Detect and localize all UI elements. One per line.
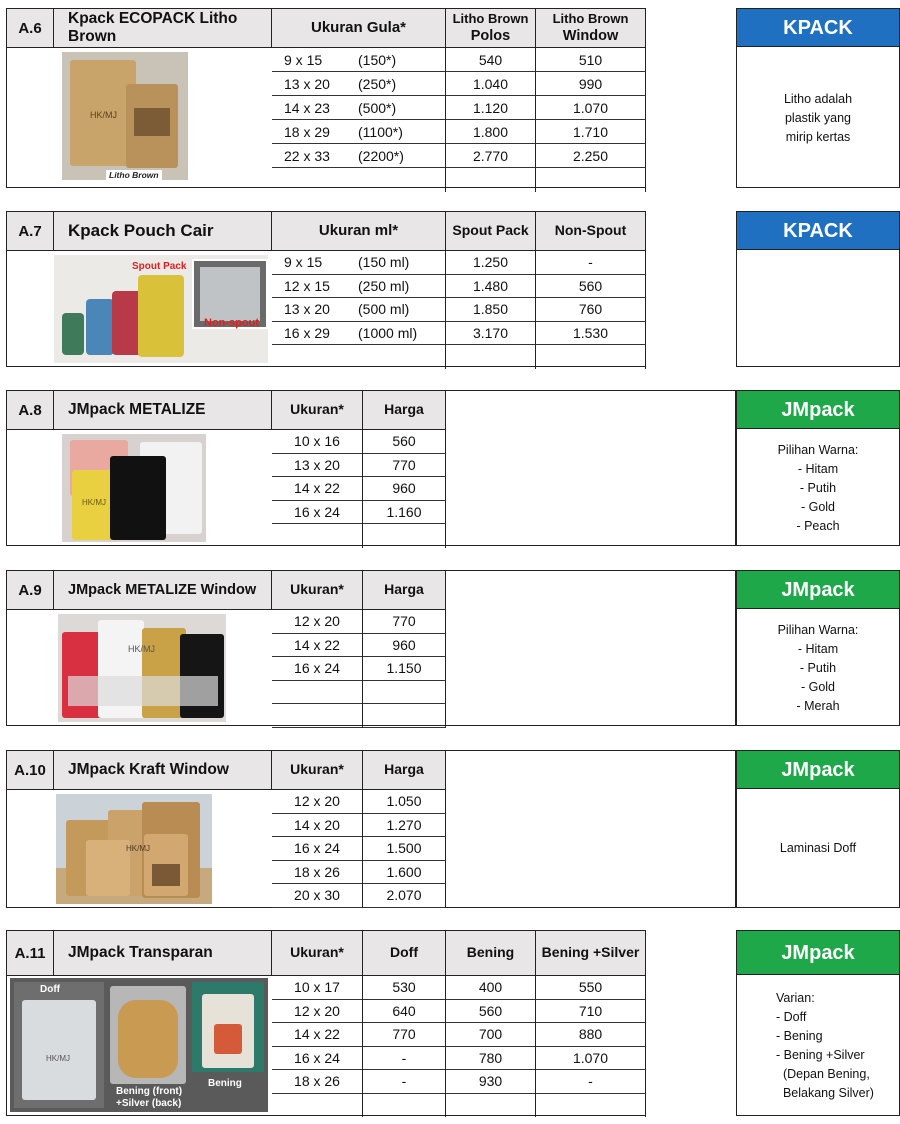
image-label-doff: Doff <box>40 984 60 995</box>
item-code: A.9 <box>6 570 54 610</box>
capacity-value: (2200*) <box>358 147 404 164</box>
item-title: Kpack ECOPACK Litho Brown <box>54 8 272 48</box>
note-line: Pilihan Warna: <box>777 442 859 457</box>
section-a10 <box>6 750 900 908</box>
table-cell: 1.710 <box>536 120 646 144</box>
table-cell: 10 x 16 <box>272 430 363 454</box>
item-code: A.11 <box>6 930 54 976</box>
table-cell <box>272 681 363 705</box>
note-line: plastik yang <box>784 110 851 125</box>
table-cell: 2.770 <box>446 144 536 168</box>
note-line: - Bening <box>776 1029 823 1043</box>
size-value: 14 x 23 <box>284 99 330 116</box>
capacity-value: (500*) <box>358 99 397 116</box>
table-cell: 1.600 <box>363 861 446 885</box>
product-photo-pouch-cair <box>54 255 268 363</box>
table-cell: 1.250 <box>446 251 536 275</box>
table-cell: 990 <box>536 72 646 96</box>
note-line: - Gold <box>800 499 836 514</box>
section-a8 <box>6 390 900 546</box>
col-header-window <box>536 8 646 48</box>
table-cell: 770 <box>363 454 446 478</box>
table-cell <box>446 345 536 369</box>
note-line: - Gold <box>800 679 836 694</box>
capacity-value: (250 ml) <box>358 277 410 294</box>
table-cell <box>363 681 446 705</box>
image-watermark: HK/MJ <box>90 110 117 120</box>
item-title: JMpack Kraft Window <box>54 750 272 790</box>
table-cell <box>536 168 646 192</box>
product-photo-litho-brown <box>62 52 188 180</box>
table-cell: 1.070 <box>536 1047 646 1071</box>
table-cell <box>272 48 446 72</box>
note-line: - Merah <box>796 698 840 713</box>
capacity-value: (150*) <box>358 51 397 68</box>
col-header-window-l2: Window <box>562 28 619 45</box>
brand-badge-kpack: KPACK <box>736 211 900 251</box>
table-cell: 770 <box>363 610 446 634</box>
col-header-size: Ukuran* <box>272 570 363 610</box>
image-label-bening-front: Bening (front) <box>116 1086 183 1097</box>
table-cell: - <box>363 1047 446 1071</box>
table-cell: 880 <box>536 1023 646 1047</box>
image-watermark: HK/MJ <box>46 1054 70 1063</box>
product-photo-kraft-window <box>56 794 212 904</box>
note-line: - Hitam <box>797 461 839 476</box>
note-line: - Putih <box>799 480 837 495</box>
col-header-size: Ukuran ml* <box>272 211 446 251</box>
table-cell: 1.530 <box>536 322 646 346</box>
table-cell: - <box>536 1070 646 1094</box>
col-header-doff: Doff <box>363 930 446 976</box>
table-cell <box>363 1094 446 1118</box>
note-line: mirip kertas <box>785 129 851 144</box>
item-code: A.8 <box>6 390 54 430</box>
note-box <box>736 249 900 367</box>
table-cell: 560 <box>536 275 646 299</box>
table-cell: 510 <box>536 48 646 72</box>
capacity-value: (500 ml) <box>358 301 410 318</box>
table-cell <box>272 275 446 299</box>
table-cell: 16 x 24 <box>272 837 363 861</box>
section-a9 <box>6 570 900 726</box>
col-header-polos <box>446 8 536 48</box>
table-cell: 1.480 <box>446 275 536 299</box>
capacity-value: (1100*) <box>358 123 403 140</box>
table-cell <box>446 168 536 192</box>
col-header-size: Ukuran* <box>272 930 363 976</box>
image-caption: Litho Brown <box>106 170 162 180</box>
product-photo-transparan <box>10 978 268 1112</box>
table-cell <box>272 704 363 728</box>
note-line: Laminasi Doff <box>779 840 857 855</box>
item-title: JMpack METALIZE <box>54 390 272 430</box>
brand-badge-jmpack: JMpack <box>736 930 900 976</box>
col-header-size: Ukuran* <box>272 390 363 430</box>
table-cell: 700 <box>446 1023 536 1047</box>
section-a7 <box>6 211 900 367</box>
table-cell <box>272 1094 363 1118</box>
table-cell <box>272 168 446 192</box>
table-cell: - <box>363 1070 446 1094</box>
size-value: 16 x 29 <box>284 324 330 341</box>
table-cell: 560 <box>363 430 446 454</box>
item-title: JMpack METALIZE Window <box>54 570 272 610</box>
table-cell: 1.150 <box>363 657 446 681</box>
size-value: 12 x 15 <box>284 277 330 294</box>
col-header-price: Harga <box>363 570 446 610</box>
note-line: Pilihan Warna: <box>777 622 859 637</box>
table-cell <box>536 1094 646 1118</box>
col-header-spout: Spout Pack <box>446 211 536 251</box>
section-a6 <box>6 8 900 188</box>
table-cell <box>272 322 446 346</box>
image-watermark: HK/MJ <box>126 844 150 853</box>
table-cell <box>272 298 446 322</box>
capacity-value: (150 ml) <box>358 254 410 271</box>
capacity-value: (1000 ml) <box>358 324 418 341</box>
capacity-value: (250*) <box>358 75 397 92</box>
table-cell: 16 x 24 <box>272 1047 363 1071</box>
table-cell: 960 <box>363 634 446 658</box>
note-line: - Hitam <box>797 641 839 656</box>
table-cell: 1.160 <box>363 501 446 525</box>
image-label-silver-back: +Silver (back) <box>116 1098 182 1109</box>
note-line: Belakang Silver) <box>776 1086 874 1100</box>
table-cell: 16 x 24 <box>272 657 363 681</box>
table-cell: 1.070 <box>536 96 646 120</box>
item-code: A.10 <box>6 750 54 790</box>
brand-badge-kpack: KPACK <box>736 8 900 48</box>
note-line: - Bening +Silver <box>776 1048 865 1062</box>
brand-badge-jmpack: JMpack <box>736 750 900 790</box>
table-cell: 12 x 20 <box>272 610 363 634</box>
brand-badge-jmpack: JMpack <box>736 570 900 610</box>
image-label-spout: Spout Pack <box>132 261 187 272</box>
table-cell: 560 <box>446 1000 536 1024</box>
note-text <box>776 984 900 1108</box>
section-a11 <box>6 930 900 1116</box>
image-label-nonspout: Non-spout <box>204 317 259 329</box>
table-cell: 13 x 20 <box>272 454 363 478</box>
item-title: Kpack Pouch Cair <box>54 211 272 251</box>
item-code: A.7 <box>6 211 54 251</box>
note-text <box>736 68 900 168</box>
table-cell: 10 x 17 <box>272 976 363 1000</box>
table-cell: 2.070 <box>363 884 446 908</box>
table-cell: 3.170 <box>446 322 536 346</box>
brand-badge-jmpack: JMpack <box>736 390 900 430</box>
size-value: 9 x 15 <box>284 254 323 271</box>
image-label-bening: Bening <box>208 1078 242 1089</box>
note-line: (Depan Bening, <box>776 1067 870 1081</box>
note-line: - Peach <box>796 518 840 533</box>
col-header-polos-l2: Polos <box>470 28 511 45</box>
table-cell <box>272 120 446 144</box>
image-watermark: HK/MJ <box>128 644 155 654</box>
table-cell <box>446 1094 536 1118</box>
size-value: 22 x 33 <box>284 147 330 164</box>
table-cell: 20 x 30 <box>272 884 363 908</box>
size-value: 18 x 29 <box>284 123 330 140</box>
table-cell: 640 <box>363 1000 446 1024</box>
col-header-bening-silver: Bening +Silver <box>536 930 646 976</box>
table-cell <box>363 704 446 728</box>
size-value: 13 x 20 <box>284 75 330 92</box>
table-cell: 12 x 20 <box>272 1000 363 1024</box>
item-code: A.6 <box>6 8 54 48</box>
table-cell: 770 <box>363 1023 446 1047</box>
table-cell <box>272 72 446 96</box>
table-cell: 760 <box>536 298 646 322</box>
size-value: 13 x 20 <box>284 301 330 318</box>
col-header-nonspout: Non-Spout <box>536 211 646 251</box>
table-cell: 540 <box>446 48 536 72</box>
table-cell: 14 x 22 <box>272 634 363 658</box>
table-cell: 1.800 <box>446 120 536 144</box>
table-cell: 710 <box>536 1000 646 1024</box>
table-cell: 1.120 <box>446 96 536 120</box>
col-header-price: Harga <box>363 750 446 790</box>
table-cell: 1.270 <box>363 814 446 838</box>
table-cell <box>536 345 646 369</box>
col-header-price: Harga <box>363 390 446 430</box>
note-line: Varian: <box>776 991 815 1005</box>
col-header-bening: Bening <box>446 930 536 976</box>
table-cell: 14 x 22 <box>272 477 363 501</box>
note-line: Litho adalah <box>783 91 853 106</box>
size-value: 9 x 15 <box>284 51 323 68</box>
product-photo-metalize-window <box>58 614 226 722</box>
table-cell <box>272 144 446 168</box>
table-cell: 1.500 <box>363 837 446 861</box>
col-header-polos-l1: Litho Brown <box>452 10 529 26</box>
col-header-size: Ukuran Gula* <box>272 8 446 48</box>
table-cell: 12 x 20 <box>272 790 363 814</box>
note-text <box>736 796 900 900</box>
product-photo-metalize <box>62 434 206 542</box>
col-header-size: Ukuran* <box>272 750 363 790</box>
table-cell: 18 x 26 <box>272 1070 363 1094</box>
table-cell <box>363 524 446 548</box>
table-cell: 960 <box>363 477 446 501</box>
note-text <box>736 436 900 540</box>
table-cell: 930 <box>446 1070 536 1094</box>
image-watermark: HK/MJ <box>82 498 106 507</box>
item-title: JMpack Transparan <box>54 930 272 976</box>
table-cell <box>272 251 446 275</box>
table-cell: 780 <box>446 1047 536 1071</box>
table-cell: 18 x 26 <box>272 861 363 885</box>
table-cell: 400 <box>446 976 536 1000</box>
table-cell: 1.850 <box>446 298 536 322</box>
table-cell <box>272 96 446 120</box>
table-cell: 550 <box>536 976 646 1000</box>
col-header-window-l1: Litho Brown <box>552 10 629 26</box>
table-cell: 14 x 22 <box>272 1023 363 1047</box>
table-cell: 1.040 <box>446 72 536 96</box>
table-cell: 530 <box>363 976 446 1000</box>
table-cell <box>272 524 363 548</box>
table-cell: - <box>536 251 646 275</box>
note-line: - Doff <box>776 1010 807 1024</box>
table-cell: 14 x 20 <box>272 814 363 838</box>
note-line: - Putih <box>799 660 837 675</box>
table-cell <box>272 345 446 369</box>
table-cell: 1.050 <box>363 790 446 814</box>
table-cell: 16 x 24 <box>272 501 363 525</box>
table-cell: 2.250 <box>536 144 646 168</box>
note-text <box>736 616 900 720</box>
